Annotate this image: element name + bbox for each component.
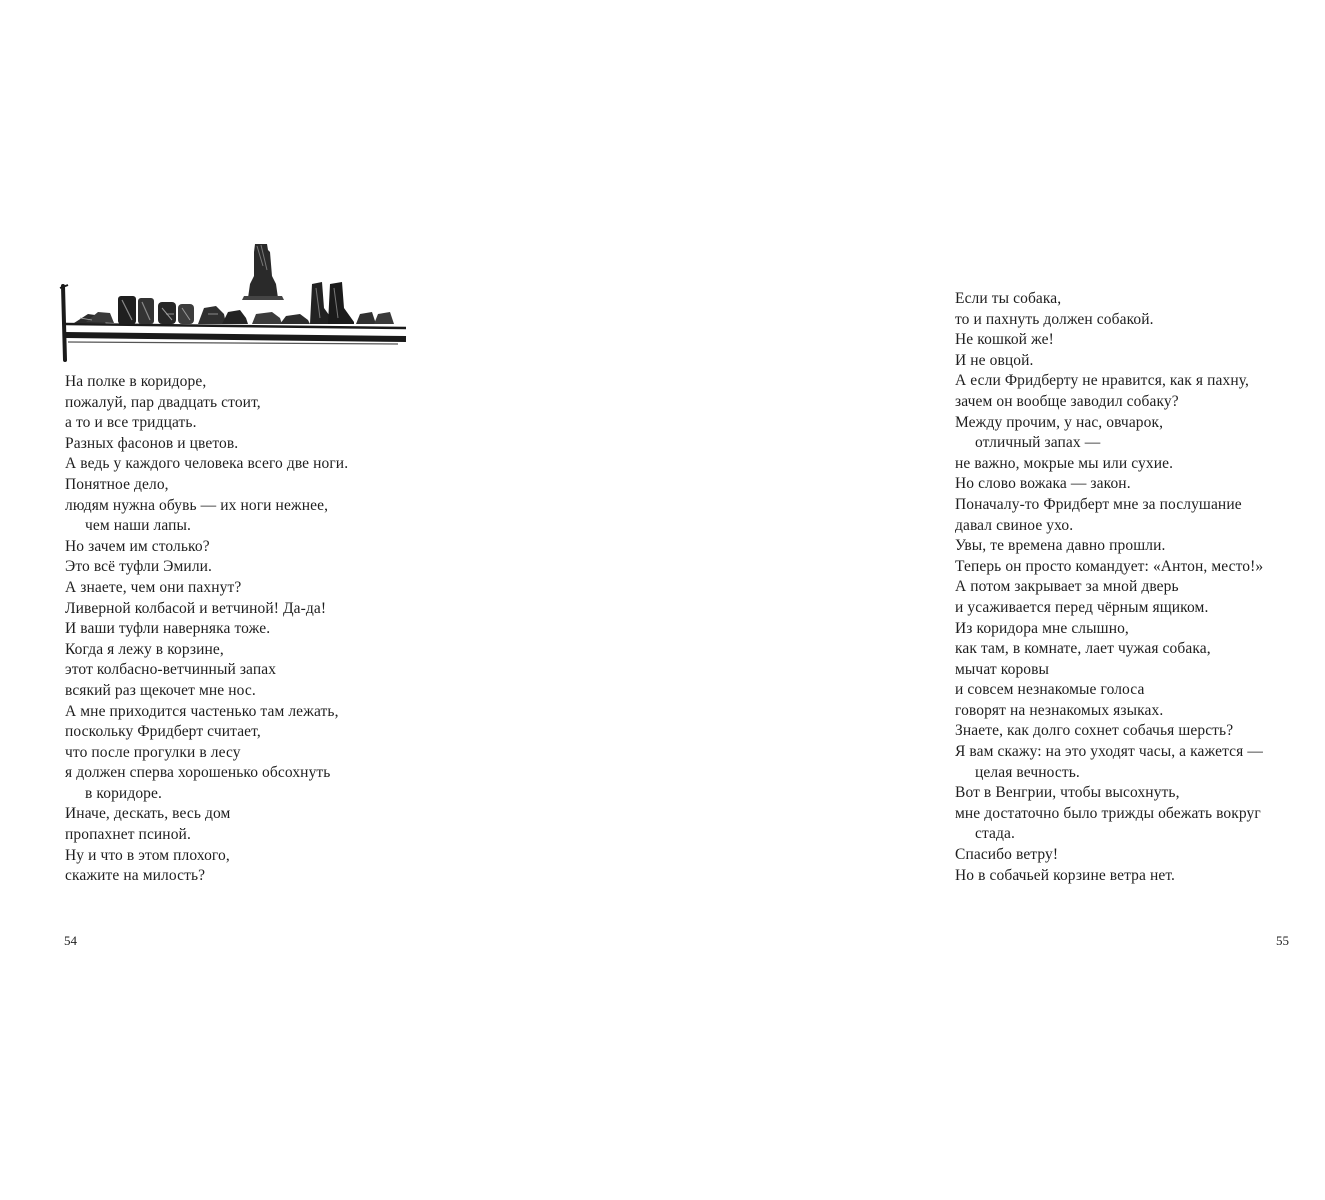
poem-line: Не кошкой же! <box>955 331 1054 349</box>
poem-line: Иначе, дескать, весь дом <box>65 805 231 823</box>
poem-line: Ливерной колбасой и ветчиной! Да-да! <box>65 599 327 617</box>
poem-line: и усаживается перед чёрным ящиком. <box>955 598 1209 616</box>
poem-line: Разных фасонов и цветов. <box>65 434 239 452</box>
poem-line: Из коридора мне слышно, <box>955 619 1129 637</box>
poem-line: Поначалу-то Фридберт мне за послушание <box>955 495 1242 513</box>
poem-line: людям нужна обувь — их ноги нежнее, <box>65 496 329 514</box>
left-page <box>0 0 450 1200</box>
poem-line: Но в собачьей корзине ветра нет. <box>955 866 1176 884</box>
poem-line: Теперь он просто командует: «Антон, место!» <box>955 557 1264 575</box>
poem-line: то и пахнуть должен собакой. <box>955 310 1154 328</box>
poem-line: А ведь у каждого человека всего две ноги. <box>65 455 349 473</box>
left-poem <box>65 372 437 887</box>
poem-line: Если ты собака, <box>955 290 1062 307</box>
poem-line: Вот в Венгрии, чтобы высохнуть, <box>955 784 1180 802</box>
poem-line: Знаете, как долго сохнет собачья шерсть? <box>955 722 1234 740</box>
poem-line: Но зачем им столько? <box>65 537 210 555</box>
poem-line: не важно, мокрые мы или сухие. <box>955 454 1174 472</box>
poem-line: поскольку Фридберт считает, <box>65 723 261 741</box>
right-page <box>450 0 1289 1200</box>
poem-line: скажите на милость? <box>65 867 206 885</box>
poem-line: всякий раз щекочет мне нос. <box>65 681 256 699</box>
poem-line: зачем он вообще заводил собаку? <box>955 392 1179 410</box>
poem-line: стада. <box>975 825 1015 843</box>
poem-line: Ну и что в этом плохого, <box>65 846 230 864</box>
poem-line: давал свиное ухо. <box>955 516 1074 534</box>
poem-line: А потом закрывает за мной дверь <box>955 578 1179 596</box>
poem-line: мне достаточно было трижды обежать вокруг <box>955 804 1261 822</box>
poem-line: мычат коровы <box>955 660 1050 678</box>
poem-line: этот колбасно-ветчинный запах <box>65 661 277 679</box>
poem-line: И не овцой. <box>955 351 1034 369</box>
poem-line: говорят на незнакомых языках. <box>955 701 1164 719</box>
right-poem <box>955 289 1325 886</box>
poem-line: Увы, те времена давно прошли. <box>955 537 1166 555</box>
page-number-left: 54 <box>64 933 77 948</box>
shoe-shelf-illustration <box>58 238 410 366</box>
poem-line: пропахнет псиной. <box>65 826 191 844</box>
poem-line: в коридоре. <box>85 784 162 802</box>
poem-line: пожалуй, пар двадцать стоит, <box>65 393 261 411</box>
poem-line: а то и все тридцать. <box>65 414 197 432</box>
poem-line: чем наши лапы. <box>85 517 192 535</box>
poem-line: А мне приходится частенько там лежать, <box>65 702 339 720</box>
poem-line: и совсем незнакомые голоса <box>955 681 1145 699</box>
poem-line: Спасибо ветру! <box>955 846 1059 864</box>
poem-line: я должен сперва хорошенько обсохнуть <box>65 764 331 782</box>
poem-line: На полке в коридоре, <box>65 373 207 390</box>
poem-line: Я вам скажу: на это уходят часы, а кажется — <box>955 743 1263 761</box>
poem-line: как там, в комнате, лает чужая собака, <box>955 640 1211 658</box>
poem-line: И ваши туфли наверняка тоже. <box>65 620 271 638</box>
poem-line: Понятное дело, <box>65 475 169 493</box>
poem-line: Между прочим, у нас, овчарок, <box>955 413 1164 431</box>
poem-line: Когда я лежу в корзине, <box>65 640 224 658</box>
poem-line: что после прогулки в лесу <box>65 743 241 761</box>
poem-line: Это всё туфли Эмили. <box>65 558 213 576</box>
poem-line: отличный запах — <box>975 434 1101 452</box>
poem-line: Но слово вожака — закон. <box>955 475 1131 493</box>
poem-line: А если Фридберту не нравится, как я пахну, <box>955 372 1249 390</box>
poem-line: целая вечность. <box>975 763 1080 781</box>
page-number-right: 55 <box>1276 933 1289 948</box>
poem-line: А знаете, чем они пахнут? <box>65 578 242 596</box>
